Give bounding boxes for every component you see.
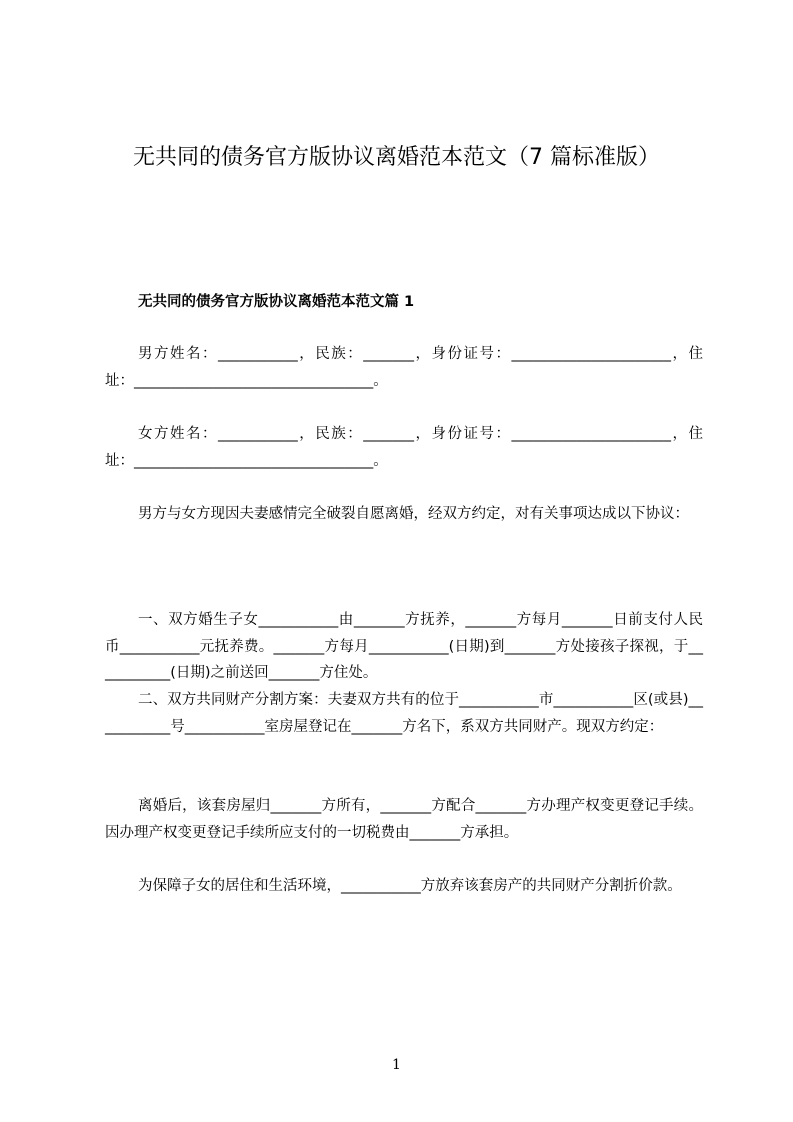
paragraph-children-residence: 为保障子女的居住和生活环境，___________方放弃该套房产的共同财产分割折价款。 [138, 878, 682, 894]
document-title: 无共同的债务官方版协议离婚范本范文（7 篇标准版） [133, 145, 660, 170]
paragraph-house-ownership: 离婚后，该套房屋归_______方所有，_______方配合_______方办理产权变更登记手续。因办理产权变更登记手续所应支付的一切税费由_______方承担。 [105, 798, 703, 841]
paragraph-property-division: 二、双方共同财产分割方案：夫妻双方共有的位于___________市___________区(或县)___________号___________室房屋登记在_______方名下，系双方共同财产。现双方约定： [105, 692, 703, 735]
paragraph-child-custody: 一、双方婚生子女___________由_______方抚养，_______方每月_______日前支付人民币___________元抚养费。_______方每月___________(日期)到_______方处接孩子探视，于___________(日期)之前送回_______方住处。 [105, 612, 703, 681]
section-heading: 无共同的债务官方版协议离婚范本范文篇 1 [138, 294, 415, 310]
paragraph-intro: 男方与女方现因夫妻感情完全破裂自愿离婚，经双方约定，对有关事项达成以下协议： [138, 506, 689, 522]
paragraph-husband-info: 男方姓名：___________，民族：_______，身份证号：______________________，住址：_________________________________。 [105, 346, 703, 389]
page-number: 1 [392, 1057, 401, 1073]
paragraph-wife-info: 女方姓名：___________，民族：_______，身份证号：______________________，住址：_________________________________。 [105, 426, 703, 469]
